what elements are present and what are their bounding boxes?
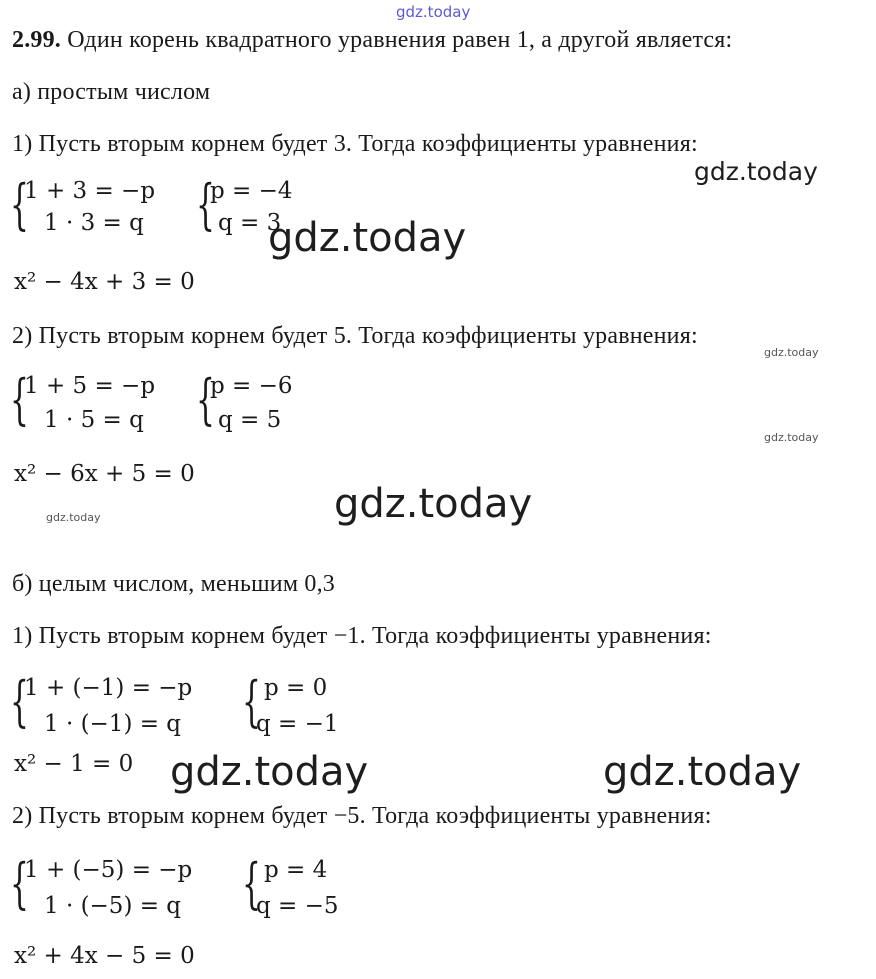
brace-icon: {: [196, 173, 215, 236]
part-a-label: а) простым числом: [12, 79, 211, 105]
part-b-case1-text: 1) Пусть вторым корнем будет −1. Тогда коэффициенты уравнения:: [12, 623, 712, 649]
part-a-case2-text: 2) Пусть вторым корнем будет 5. Тогда коэффициенты уравнения:: [12, 323, 698, 349]
watermark: gdz.today: [764, 346, 819, 359]
equation: x² − 4x + 3 = 0: [14, 269, 195, 295]
equation: x² − 6x + 5 = 0: [14, 461, 195, 487]
system-row: 1 · (−5) = q: [44, 893, 182, 919]
system-row: 1 · 3 = q: [44, 210, 144, 236]
system-right: [242, 670, 382, 737]
system-row: p = −4: [210, 178, 293, 204]
brace-icon: {: [242, 852, 261, 915]
brace-icon: {: [196, 368, 215, 431]
system-row: 1 · (−1) = q: [44, 711, 182, 737]
system-left: [10, 173, 190, 237]
system-row: q = 3: [218, 210, 282, 236]
system-left: [10, 852, 240, 919]
problem-number: 2.99.: [12, 27, 61, 53]
brace-icon: {: [10, 368, 29, 431]
system-right: [242, 852, 382, 919]
system-row: q = −1: [256, 711, 339, 737]
equation: x² − 1 = 0: [14, 751, 134, 777]
watermark: gdz.today: [334, 481, 533, 527]
watermark: gdz.today: [46, 511, 101, 524]
watermark: gdz.today: [268, 215, 467, 261]
brace-icon: {: [242, 670, 261, 733]
brace-icon: {: [10, 173, 29, 236]
system-row: 1 + 3 = −p: [24, 178, 156, 204]
problem-statement: Один корень квадратного уравнения равен 1, а другой является:: [67, 27, 733, 53]
system-row: 1 + (−5) = −p: [24, 857, 193, 883]
watermark: gdz.today: [603, 749, 802, 795]
system-left: [10, 368, 190, 433]
system-left: [10, 670, 240, 737]
system-row: q = −5: [256, 893, 339, 919]
equation: x² + 4x − 5 = 0: [14, 943, 195, 969]
watermark: gdz.today: [764, 431, 819, 444]
system-right: [196, 173, 336, 237]
watermark: gdz.today: [170, 749, 369, 795]
system-right: [196, 368, 336, 433]
part-a-case1-text: 1) Пусть вторым корнем будет 3. Тогда коэффициенты уравнения:: [12, 131, 698, 157]
watermark: gdz.today: [694, 157, 818, 186]
watermark-top: gdz.today: [396, 3, 471, 21]
system-row: 1 + 5 = −p: [24, 373, 156, 399]
system-row: 1 + (−1) = −p: [24, 675, 193, 701]
part-b-label: б) целым числом, меньшим 0,3: [12, 571, 336, 597]
brace-icon: {: [10, 852, 29, 915]
system-row: p = 0: [264, 675, 328, 701]
problem-header: [12, 26, 732, 54]
system-row: q = 5: [218, 407, 282, 433]
brace-icon: {: [10, 670, 29, 733]
system-row: p = 4: [264, 857, 328, 883]
part-b-case2-text: 2) Пусть вторым корнем будет −5. Тогда коэффициенты уравнения:: [12, 803, 712, 829]
system-row: p = −6: [210, 373, 293, 399]
system-row: 1 · 5 = q: [44, 407, 144, 433]
